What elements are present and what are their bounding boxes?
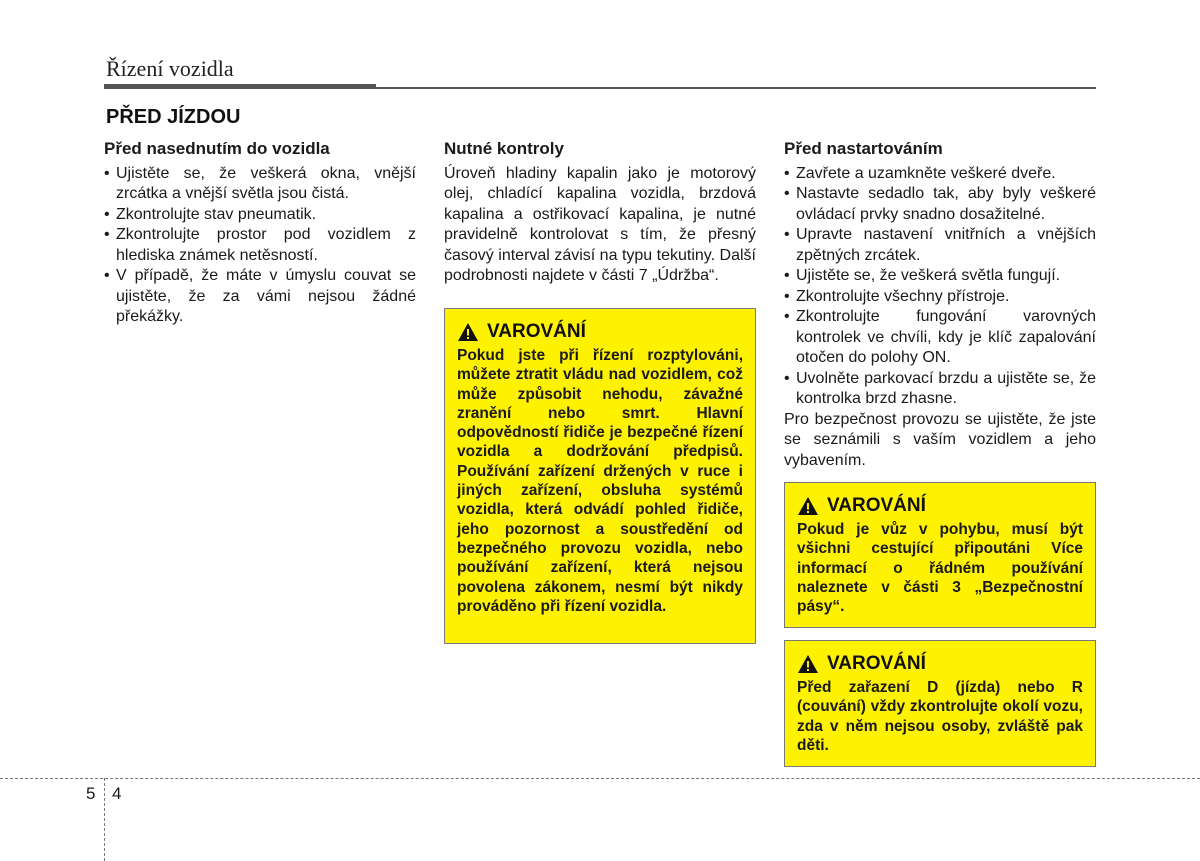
warning-title: VAROVÁNÍ — [487, 321, 586, 342]
warning-text: Před zařazení D (jízda) nebo R (couvání) vždy zkontrolujte okolí vozu, zda v něm nejsou osoby, zvláště pak děti. — [797, 679, 1083, 754]
section-title: Řízení vozidla — [106, 56, 234, 81]
warning-text: Pokud je vůz v pohybu, musí být všichni cestující připoutáni Více informací o řádném používání naleznete v části 3 „Bezpečnostní pásy“. — [797, 521, 1083, 616]
list-item: • Zavřete a uzamkněte veškeré dveře. — [784, 164, 1096, 185]
warning-header — [797, 653, 1083, 675]
list-item: • V případě, že máte v úmyslu couvat se ujistěte, že za vámi nejsou žádné překážky. — [104, 266, 416, 328]
warning-header — [457, 321, 743, 343]
column-1-heading: Před nasednutím do vozidla — [104, 139, 330, 158]
column-2-paragraph: Úroveň hladiny kapalin jako je motorový olej, chladící kapalina vozidla, brzdová kapalina a ostřikovací kapalina, je nutné pravidelně kontrolovat s tím, že přesný časový interval závisí na typu tekutiny. Další podrobnosti najdete v části 7 „Údržba“. — [444, 164, 756, 284]
column-3 — [784, 139, 1096, 471]
chapter-number: 5 — [86, 784, 96, 803]
warning-triangle-icon — [797, 496, 819, 516]
warning-box-seat-belts — [784, 482, 1096, 628]
warning-title: VAROVÁNÍ — [827, 495, 926, 516]
footer-divider — [0, 778, 1200, 779]
column-1 — [104, 139, 416, 328]
warning-text: Pokud jste při řízení rozptylováni, můžete ztratit vládu nad vozidlem, což může způsobit nehodu, závažné zranění nebo smrt. Hlavní odpovědností řidiče je bezpečné řízení vozidla a dodržování předpisů. Používání zařízení držených v ruce i jiných zařízení, obsluha systémů vozidla, která odvádí pohled řidiče, jeho pozornost a soustředění od bezpečného provozu vozidla, nebo používání zařízení, která nejsou povolena zákonem, nesmí být nikdy prováděno při řízení vozidla. — [457, 347, 743, 615]
list-item: • Ujistěte se, že veškerá okna, vnější zrcátka a vnější světla jsou čistá. — [104, 164, 416, 205]
column-2 — [444, 139, 756, 287]
list-item: • Zkontrolujte prostor pod vozidlem z hlediska známek netěsností. — [104, 225, 416, 266]
warning-header — [797, 495, 1083, 517]
list-item: • Ujistěte se, že veškerá světla fungují. — [784, 266, 1096, 287]
warning-triangle-icon — [797, 654, 819, 674]
column-3-bullets — [784, 164, 1096, 410]
list-item: • Zkontrolujte stav pneumatik. — [104, 205, 416, 226]
warning-box-driving-distraction — [444, 308, 756, 644]
warning-triangle-icon — [457, 322, 479, 342]
header-rule-thin — [376, 87, 1096, 89]
header-rule-thick — [104, 84, 376, 89]
column-3-heading: Před nastartováním — [784, 139, 943, 158]
page-number: 4 — [112, 784, 122, 803]
page-heading: PŘED JÍZDOU — [106, 106, 241, 128]
footer-page-divider — [104, 778, 105, 861]
column-2-heading: Nutné kontroly — [444, 139, 564, 158]
column-3-paragraph: Pro bezpečnost provozu se ujistěte, že jste se seznámili s vaším vozidlem a jeho vybavením. — [784, 410, 1096, 469]
list-item: • Upravte nastavení vnitřních a vnějších zpětných zrcátek. — [784, 225, 1096, 266]
list-item: • Zkontrolujte fungování varovných kontrolek ve chvíli, kdy je klíč zapalování otočen do polohy ON. — [784, 307, 1096, 369]
column-1-bullets — [104, 164, 416, 328]
warning-title: VAROVÁNÍ — [827, 653, 926, 674]
warning-box-check-surroundings — [784, 640, 1096, 767]
list-item: • Zkontrolujte všechny přístroje. — [784, 287, 1096, 308]
list-item: • Nastavte sedadlo tak, aby byly veškeré ovládací prvky snadno dosažitelné. — [784, 184, 1096, 225]
list-item: • Uvolněte parkovací brzdu a ujistěte se, že kontrolka brzd zhasne. — [784, 369, 1096, 410]
